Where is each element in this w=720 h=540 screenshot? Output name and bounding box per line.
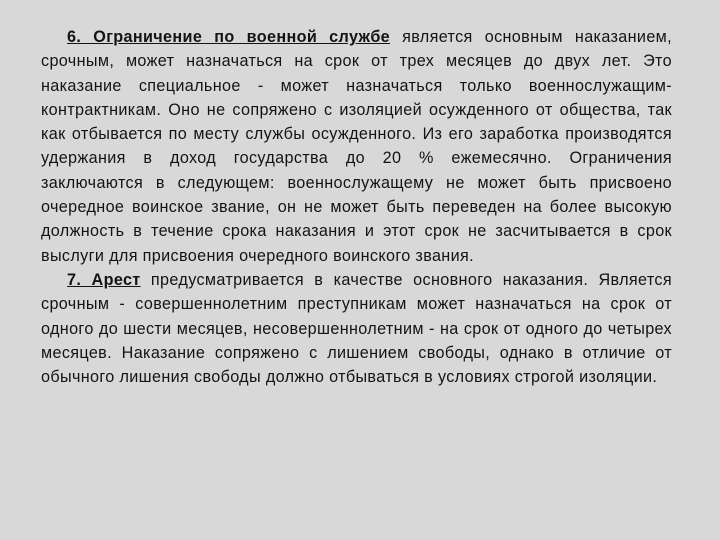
paragraph-heading: 7. Арест	[67, 270, 141, 289]
paragraph-military-restriction	[41, 25, 672, 268]
paragraph-arrest	[41, 268, 672, 389]
paragraph-heading: 6. Ограничение по военной службе	[67, 28, 391, 46]
paragraph-body: предусматривается в качестве основного наказания. Является срочным - совершеннолетним преступникам может назначаться на срок от одного до шести месяцев, несовершеннолетним - на срок от одного до четырех месяцев. Наказание сопряжено с лишением свободы, однако в отличие от обычного лишения свободы должно отбываться в условиях строгой изоляции.	[41, 270, 672, 387]
document-text	[41, 25, 672, 389]
paragraph-body: является основным наказанием, срочным, может назначаться на срок от трех месяцев до двух лет. Это наказание специальное - может назначаться только военнослужащим-контрактникам. Оно не сопряжено с изоляцией осужденного от общества, так как отбывается по месту службы осужденного. Из его заработка производятся удержания в доход государства до 20 % ежемесячно. Ограничения заключаются в следующем: военнослужащему не может быть присвоено очередное воинское звание, он не может быть переведен на более высокую должность в течение срока наказания и этот срок не засчитывается в срок выслуги для присвоения очередного воинского звания.	[41, 28, 672, 265]
